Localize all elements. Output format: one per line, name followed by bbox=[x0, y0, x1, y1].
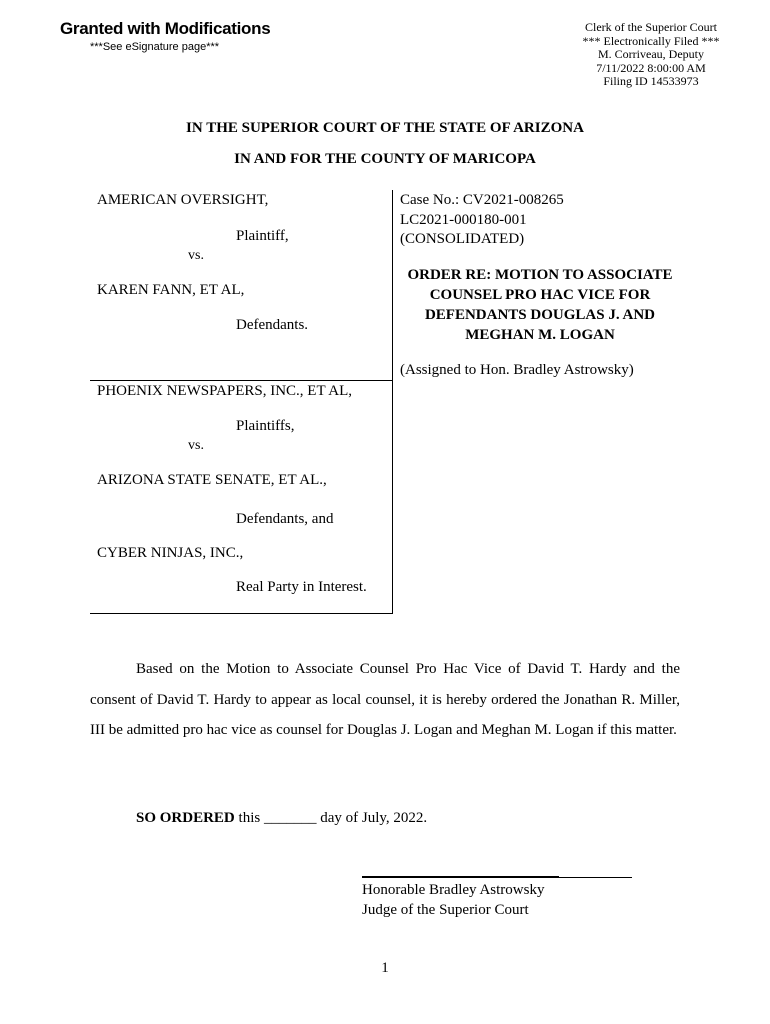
consolidated-label: (CONSOLIDATED) bbox=[400, 231, 525, 247]
clerk-line: *** Electronically Filed *** bbox=[582, 33, 720, 48]
party-cyber-ninjas: CYBER NINJAS, INC., bbox=[97, 545, 244, 561]
versus-2: vs. bbox=[188, 438, 204, 453]
party-karen-fann: KAREN FANN, ET AL, bbox=[97, 282, 245, 298]
so-ordered-date: this _______ day of July, 2022. bbox=[234, 810, 428, 826]
so-ordered-line bbox=[136, 810, 427, 827]
clerk-line: Filing ID 14533973 bbox=[603, 74, 699, 88]
clerk-line: Clerk of the Superior Court bbox=[585, 20, 717, 34]
caption-divider-middle bbox=[90, 380, 393, 381]
page-number: 1 bbox=[381, 960, 389, 976]
caption-divider-bottom bbox=[90, 613, 393, 614]
esignature-note: ***See eSignature page*** bbox=[90, 41, 220, 53]
court-heading-line1: IN THE SUPERIOR COURT OF THE STATE OF ARIZONA bbox=[186, 120, 584, 136]
party-arizona-state-senate: ARIZONA STATE SENATE, ET AL., bbox=[97, 472, 327, 488]
court-heading-line2: IN AND FOR THE COUNTY OF MARICOPA bbox=[234, 151, 536, 167]
assigned-judge: (Assigned to Hon. Bradley Astrowsky) bbox=[400, 362, 634, 378]
clerk-filing-block bbox=[570, 21, 732, 89]
case-number: Case No.: CV2021-008265 bbox=[400, 192, 564, 208]
order-paragraph: Based on the Motion to Associate Counsel Pro Hac Vice of David T. Hardy and the consent of David T. Hardy to appear as local counsel, it is hereby ordered the Jonathan R. Miller, III be admitted pro hac vice as counsel for Douglas J. Logan and Meghan M. Logan if this matter. bbox=[90, 661, 680, 738]
signature-line bbox=[362, 876, 559, 878]
signature-line-extension bbox=[559, 877, 632, 878]
party-phoenix-newspapers: PHOENIX NEWSPAPERS, INC., ET AL, bbox=[97, 383, 353, 399]
party-role-defendants: Defendants. bbox=[236, 317, 309, 333]
party-role-plaintiff: Plaintiff, bbox=[236, 228, 289, 244]
granted-stamp-title: Granted with Modifications bbox=[60, 19, 271, 38]
order-title: ORDER RE: MOTION TO ASSOCIATE COUNSEL PRO HAC VICE FOR DEFENDANTS DOUGLAS J. AND MEGHAN M. LOGAN bbox=[407, 267, 673, 343]
so-ordered-label: SO ORDERED bbox=[136, 810, 235, 826]
party-role-plaintiffs: Plaintiffs, bbox=[236, 418, 295, 434]
judge-title: Judge of the Superior Court bbox=[362, 902, 529, 918]
case-number-2: LC2021-000180-001 bbox=[400, 212, 527, 228]
versus-1: vs. bbox=[188, 248, 204, 263]
caption-divider-vertical bbox=[392, 190, 393, 614]
party-american-oversight: AMERICAN OVERSIGHT, bbox=[97, 192, 269, 208]
clerk-line: M. Corriveau, Deputy bbox=[598, 47, 704, 61]
party-role-real-party: Real Party in Interest. bbox=[236, 579, 367, 595]
clerk-line: 7/11/2022 8:00:00 AM bbox=[596, 60, 706, 75]
party-role-defendants-and: Defendants, and bbox=[236, 511, 334, 527]
judge-name: Honorable Bradley Astrowsky bbox=[362, 882, 545, 898]
